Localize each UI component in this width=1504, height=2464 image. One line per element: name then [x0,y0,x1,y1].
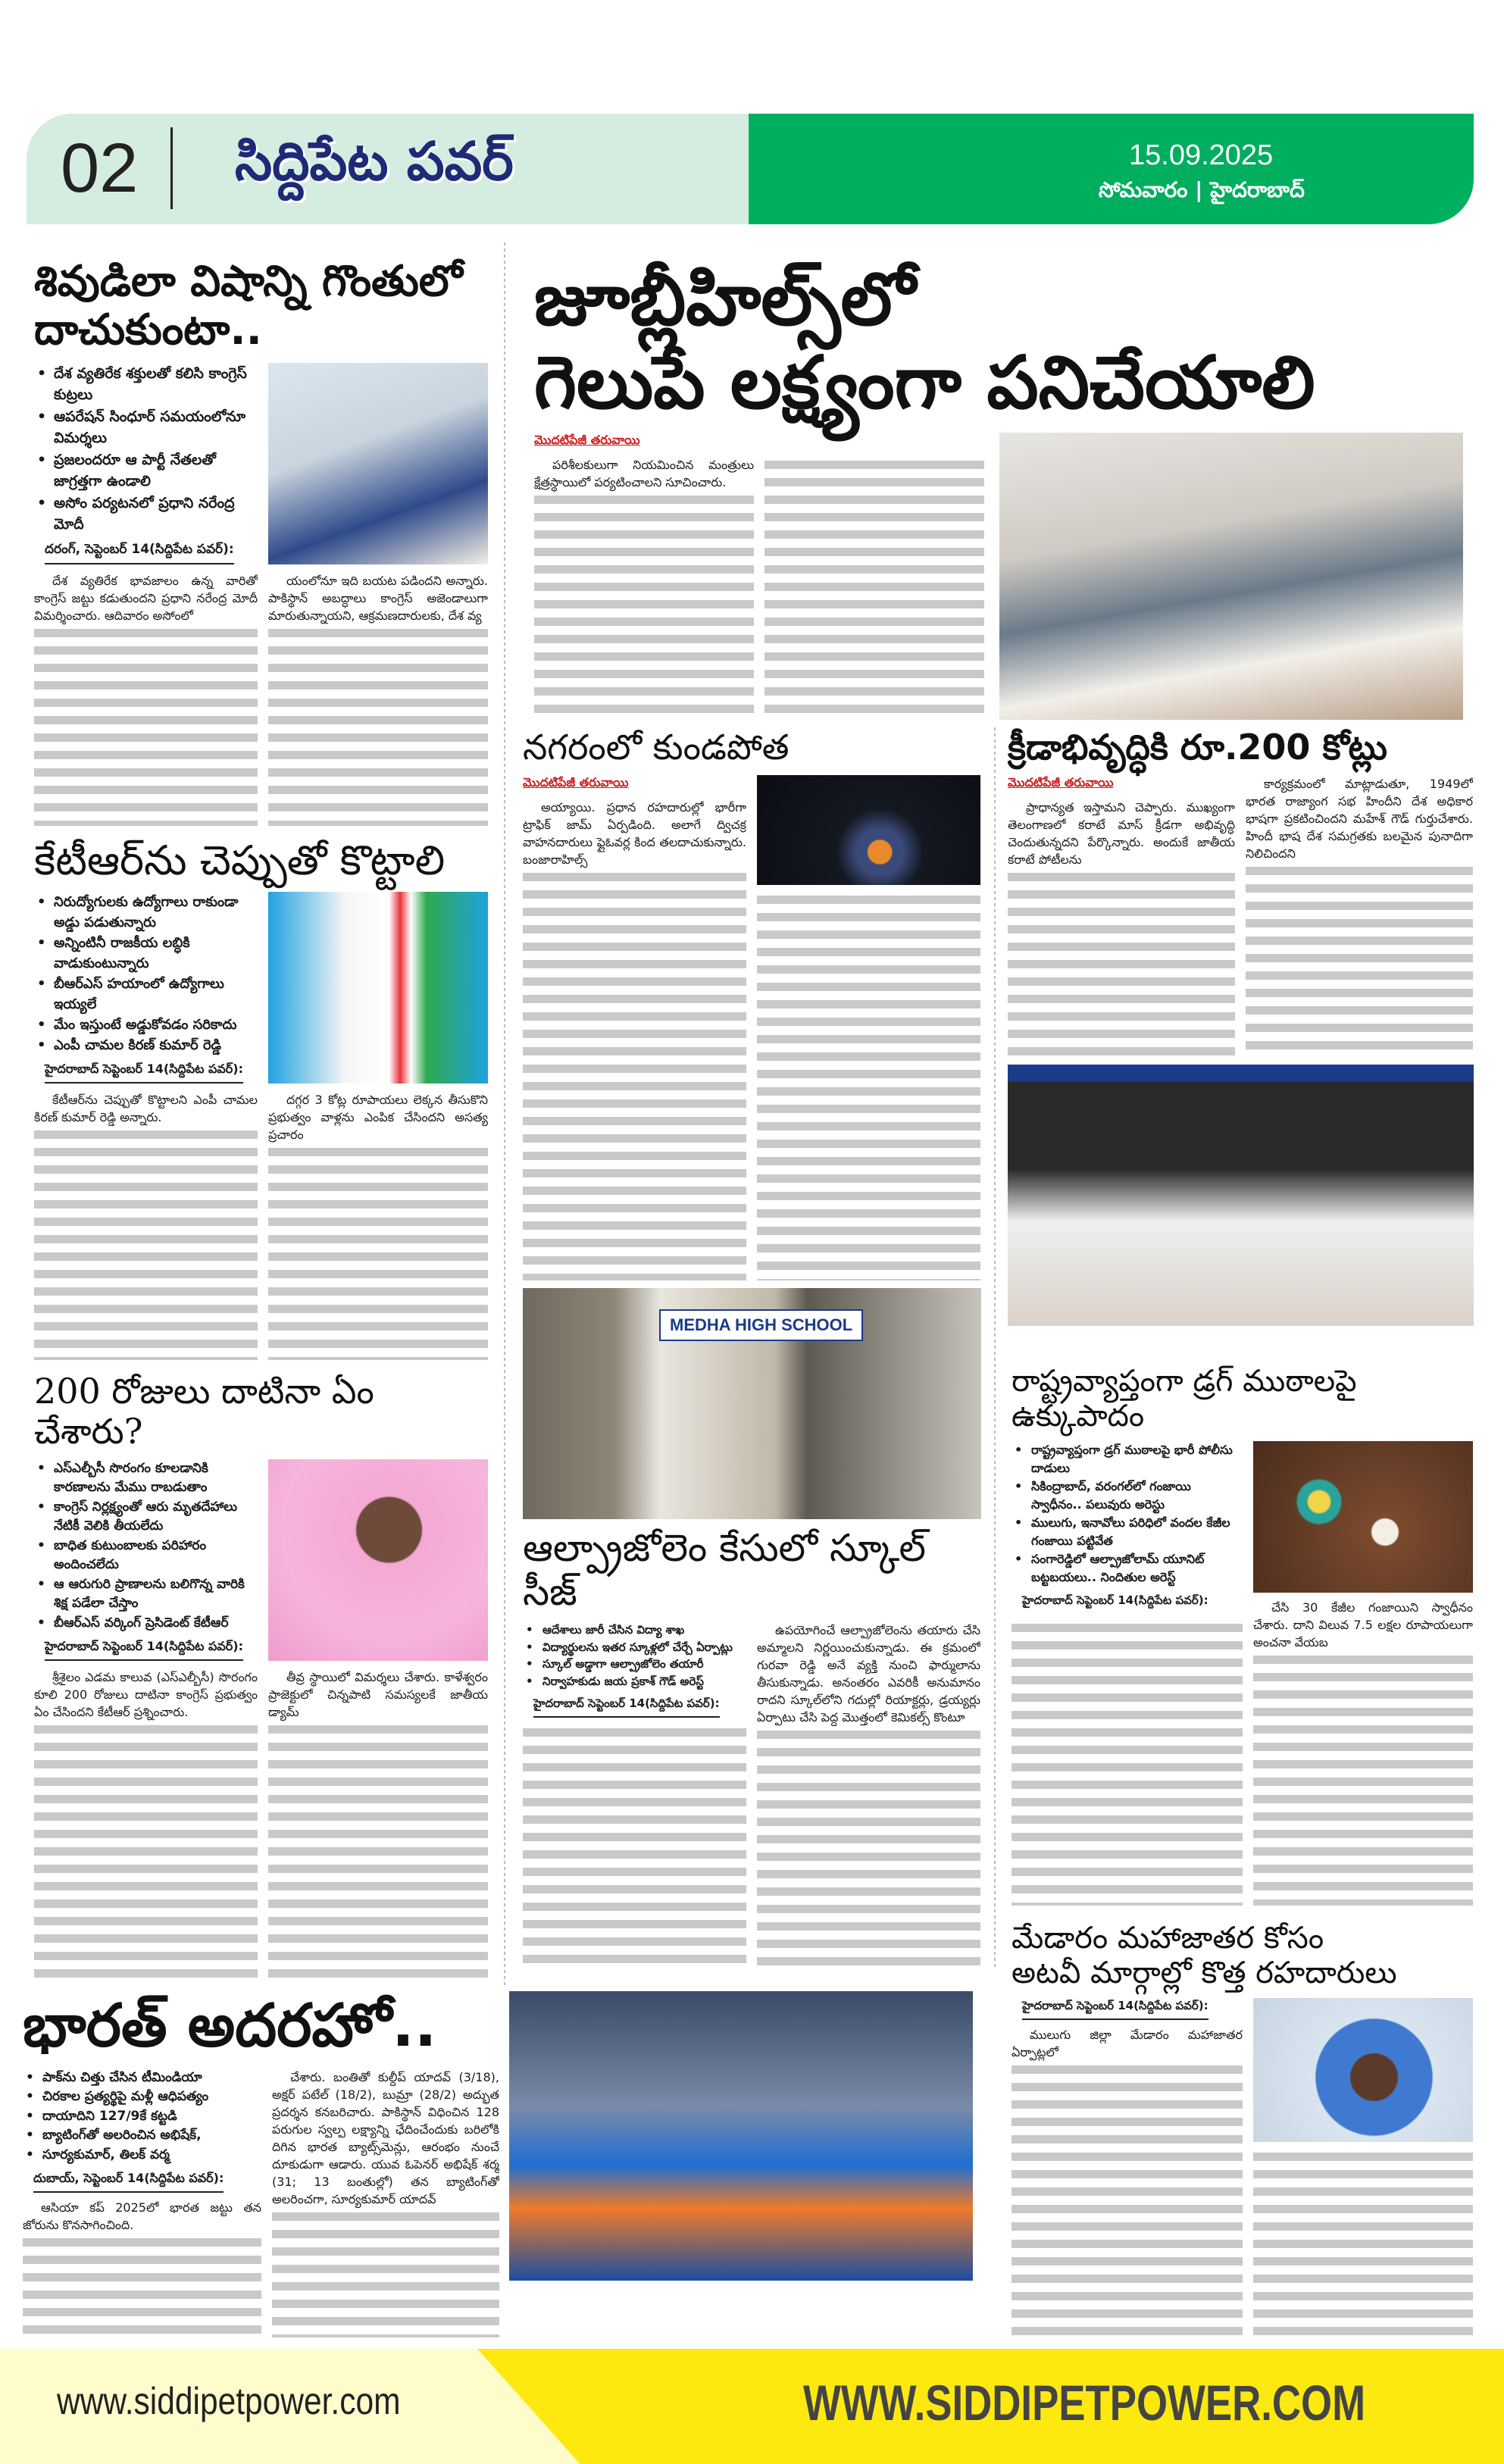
article-body: చేసి 30 కేజీల గంజాయిని స్వాధీనం చేశారు. దాని విలువ 7.5 లక్షల రూపాయలుగా అంచనా వేయబ [1253,1599,1473,1906]
bullet: • ఆపరేషన్ సింధూర్ సమయంలోనూ విమర్శలు [34,406,258,449]
article-body: తీవ్ర స్థాయిలో విమర్శలు చేశారు. కాళేశ్వరం ప్రాజెక్టులో చిన్నపాటి సమస్యలకే జాతీయ డ్యామ్ [268,1668,488,1978]
drugs-bullets [1012,1441,1243,1587]
bullet: • విద్యార్థులను ఇతర స్కూళ్లలో చేర్చే ఏర్పాట్లు [523,1639,746,1656]
bullet: • స్కూల్ అడ్డాగా ఆల్ప్రాజోలెం తయారీ [523,1656,746,1673]
headline-school: ఆల్ప్రాజోలెం కేసులో స్కూల్ సీజ్ [523,1526,926,1614]
kicker-continued: మొదటిపేజీ తరువాయి [534,432,640,447]
bullet: • అన్నింటినీ రాజకీయ లబ్ధికి వాడుకుంటున్నారు [34,933,258,974]
dateline: హైదరాబాద్ సెప్టెంబర్ 14(సిద్దిపేట పవర్): [45,1639,243,1661]
story-ktr [34,837,492,1360]
article-body: పరిశీలకులుగా నియమించిన మంత్రులు క్షేత్రస్థాయిలో పర్యటించాలని సూచించారు. [534,456,754,720]
masthead-logo: సిద్దిపేట పవర్ [235,130,514,192]
story-rain [523,727,981,1280]
bullet: • కాంగ్రెస్ నిర్లక్ష్యంతో ఆరు మృతదేహాలు నేటికీ వెలికి తీయలేదు [34,1498,258,1537]
cricket-bullets [23,2068,261,2165]
bullet: • ఆ ఆరుగురి ప్రాణాలను బలిగొన్న వారికి శిక్ష పడేలా చేస్తాం [34,1575,258,1614]
issue-day-city: సోమవారం | హైదరాబాద్ [1099,177,1305,202]
bullet: • బాధిత కుటుంబాలకు పరిహారం అందించలేదు [34,1537,258,1575]
header-divider [170,127,173,209]
article-body: చేశారు. బంతితో కుల్దీప్ యాదవ్ (3/18), అక్షర్ పటేల్ (18/2), బుమ్రా (28/2) అద్భుత ప్రదర్శన కనబరిచారు. పాకిస్థాన్ విధించిన 128 పరుగుల స్వల్ప లక్ష్యాన్ని ఛేదించేందుకు బరిలోకి దిగిన భారత బ్యాట్స్‌మెన్లు, ఆరంభం నుంచే దూకుడుగా ఆడారు. యువ ఓపెనర్ అభిషేక్ శర్మ (31; 13 బంతుల్లో) తన బ్యాటింగ్‌తో అలరించగా, సూర్యకుమార్ యాదవ్ [272,2068,499,2337]
bullet: • అసోం పర్యటనలో ప్రధాని నరేంద్ర మోదీ [34,492,258,536]
article-body [757,891,980,1280]
bullet: • ఆదేశాలు జారీ చేసిన విద్యా శాఖ [523,1621,746,1639]
kicker-continued: మొదటిపేజీ తరువాయి [523,774,629,790]
school-bullets [523,1621,746,1690]
article-body [1012,1619,1243,1906]
photo-minister-seethakka [1253,1998,1473,2142]
bullet: • ప్రజలందరూ ఆ పార్టీ నేతలతో జాగ్రత్తగా ఉండాలి [34,449,258,492]
bullet: • సంగారెడ్డిలో ఆల్ప్రాజోలామ్ యూనిట్ బట్టబయలు.. నిందితుల అరెస్ట్ [1012,1550,1243,1587]
bullet: • ములుగు, ఇనావోలు పరిధిలో వందల కేజీల గంజాయి పట్టివేత [1012,1514,1243,1550]
dateline: హైదరాబాద్ సెప్టెంబర్ 14(సిద్దిపేట పవర్): [1022,1593,1209,1607]
kicker-continued: మొదటిపేజీ తరువాయి [1008,774,1114,790]
bullet: • రాష్ట్రవ్యాప్తంగా డ్రగ్ ముఠాలపై భారీ పోలీసు దాడులు [1012,1441,1243,1477]
article-body: ఆసియా కప్ 2025లో భారత జట్టు తన జోరును కొనసాగించింది. [23,2199,261,2337]
dateline: దుబాయ్, సెప్టెంబర్ 14(సిద్దిపేట పవర్): [33,2171,224,2193]
footer-website-link[interactable]: www.siddipetpower.com [57,2380,401,2422]
article-body [523,1724,746,1970]
story-medaram [1012,1921,1474,2337]
headline-rain: నగరంలో కుండపోత [523,727,790,768]
column-divider [504,242,505,1985]
photo-modi [268,363,488,564]
headline-ktr: కేటీఆర్‌ను చెప్పుతో కొట్టాలి [34,837,446,884]
bullet: • సికింద్రాబాద్, వరంగల్‌లో గంజాయి స్వాధీనం.. పలువురు అరెస్టు [1012,1477,1243,1514]
story-modi [34,258,492,826]
photo-rain-inspection [757,775,980,885]
article-body: ఉపయోగించే ఆల్ప్రాజోలెంను తయారు చేసి అమ్మాలని నిర్ణయించుకున్నాడు. ఈ క్రమంలో గురవా రెడ్డి అనే వ్యక్తి నుంచి ఫార్ములాను తీసుకున్నాడు. అనంతరం ఎవరికీ అనుమానం రాదని స్కూల్‌లోని గదుల్లో రియాక్టర్లు, డ్రయ్యర్లు ఏర్పాటు చేసి పెద్ద మొత్తంలో కెమికల్స్ కొంటూ [757,1621,980,1970]
bullet: • మేం ఇస్తుంటే అడ్డుకోవడం సరికాదు [34,1015,258,1035]
headline-drugs: రాష్ట్రవ్యాప్తంగా డ్రగ్ ముఠాలపై ఉక్కుపాదం [1012,1364,1357,1434]
story-sports [1008,727,1474,1326]
photo-karate-event [1008,1065,1474,1326]
article-body: కార్యక్రమంలో మాట్లాడుతూ, 1949లో భారత రాజ్యాంగ సభ హిందీని దేశ అధికార భాషగా ప్రకటించిందని మహేశ్ గౌడ్ గుర్తుచేశారు. హిందీ భాష దేశ సమగ్రతకు బలమైన పునాదిగా నిలిచిందని [1246,775,1473,1057]
photo-ktr [268,1459,488,1662]
headline-cricket: భారత్ అదరహో.. [23,1993,437,2060]
photo-mp-kiran [268,892,488,1083]
article-body: దగ్గర 3 కోట్ల రూపాయలు లెక్కన తీసుకొని ప్రభుత్వం వాళ్లను ఎంపిక చేసిందని అసత్య ప్రచారం [268,1091,488,1360]
dateline: హైదరాబాద్ సెప్టెంబర్ 14(సిద్దిపేట పవర్): [45,1062,243,1083]
school-signboard: MEDHA HIGH SCHOOL [659,1309,863,1341]
photo-cricket-players [509,1991,973,2281]
bullet: • పాక్‌ను చిత్తు చేసిన టీమిండియా [23,2068,261,2088]
footer-website-banner[interactable]: WWW.SIDDIPETPOWER.COM [803,2375,1366,2431]
story-drugs [1012,1364,1474,1906]
dateline: దరంగ్, సెప్టెంబర్ 14(సిద్దిపేట పవర్): [45,542,234,564]
article-body: ప్రాధాన్యత ఇస్తామని చెప్పారు. ముఖ్యంగా తెలంగాణలో కరాటే మాస్ క్రీడగా అభివృద్ధి చెందుతున్నదని పేర్కొన్నారు. అందుకే జాతీయ కరాటే పోటీలను [1008,799,1235,1057]
200-days-bullets [34,1459,258,1634]
bullet: • బ్యాటింగ్‌తో అలరించిన అభిషేక్, [23,2126,261,2146]
bullet: • ఎస్ఎల్బీసీ సొరంగం కూలడానికి కారణాలను మేము రాబడుతాం [34,1459,258,1498]
story-200-days [34,1371,492,1978]
header-date-band [749,114,1474,224]
ktr-bullets [34,892,258,1055]
article-body [1253,2148,1473,2337]
dateline: హైదరాబాద్ సెప్టెంబర్ 14(సిద్దిపేట పవర్): [533,1696,720,1718]
article-body: శ్రీశైలం ఎడమ కాలువ (ఎస్ఎల్బీసీ) సొరంగం కూలి 200 రోజులు దాటినా కాంగ్రెస్ ప్రభుత్వం ఏం చేసిందని కేటీఆర్ ప్రశ్నించారు. [34,1668,258,1978]
photo-meeting [999,433,1463,720]
headline-medaram: మేడారం మహాజాతర కోసం అటవీ మార్గాల్లో కొత్త రహదారులు [1012,1921,1397,1990]
story-jubilee-lead [534,258,1474,720]
bullet: • దాయాదిని 127/9కే కట్టడి [23,2107,261,2127]
article-body [765,456,984,720]
issue-date: 15.09.2025 [1129,139,1274,171]
bullet: • సూర్యకుమార్, తిలక్ వర్మ [23,2146,261,2165]
article-body: అయ్యాయి. ప్రధాన రహదారుల్లో భారీగా ట్రాఫిక్ జామ్ ఏర్పడింది. అలాగే ద్విచక్ర వాహనదారులు ఫ్లైఓవర్ల కింద తలదాచుకున్నారు. బంజారాహిల్స్ [523,799,746,1280]
dateline: హైదరాబాద్ సెప్టెంబర్ 14(సిద్దిపేట పవర్): [1022,1999,1209,2020]
story-cricket [23,1993,502,2337]
story-school [523,1288,981,1970]
bullet: • నిర్వాహకుడు జయ ప్రకాశ్ గౌడ్ అరెస్ట్ [523,1673,746,1690]
article-body: ములుగు జిల్లా మేడారం మహాజాతర ఏర్పాట్లలో [1012,2026,1243,2337]
headline-modi: శివుడిలా విషాన్ని గొంతులో దాచుకుంటా.. [34,258,463,355]
headline-sports: క్రీడాభివృద్ధికి రూ.200 కోట్లు [1008,727,1387,768]
bullet: • బీఆర్ఎస్ హయాంలో ఉద్యోగాలు ఇయ్యలే [34,974,258,1015]
headline-200-days: 200 రోజులు దాటినా ఏం చేశారు? [34,1371,374,1452]
photo-medha-school [523,1288,981,1519]
photo-drugs [1253,1441,1473,1593]
article-body: యంలోనూ ఇది బయట పడిందని అన్నారు. పాకిస్థాన్ అబద్ధాలు కాంగ్రెస్ అజెండాలుగా మారుతున్నాయని, ఆక్రమణదారులకు, దేశ వ్య [268,572,488,826]
bullet: • బీఆర్ఎస్ వర్కింగ్ ప్రెసిడెంట్ కేటీఆర్ [34,1614,258,1634]
article-body: కేటీఆర్‌ను చెప్పుతో కొట్టాలని ఎంపీ చామల కిరణ్ కుమార్ రెడ్డి అన్నారు. [34,1091,258,1360]
page-number: 02 [61,130,139,207]
bullet: • చిరకాల ప్రత్యర్థిపై మళ్లీ ఆధిపత్యం [23,2087,261,2107]
lead-headline: జూబ్లీహిల్స్‌లో గెలుపే లక్ష్యంగా పనిచేయాలి [534,258,1315,426]
bullet: • దేశ వ్యతిరేక శక్తులతో కలిసి కాంగ్రెస్ కుట్రలు [34,363,258,406]
modi-bullets [34,363,258,536]
article-body: దేశ వ్యతిరేక భావజాలం ఉన్న వారితో కాంగ్రెస్ జట్టు కడుతుందని ప్రధాని నరేంద్ర మోదీ విమర్శించారు. ఆదివారం అసోంలో [34,572,258,826]
column-divider [994,727,996,1970]
bullet: • నిరుద్యోగులకు ఉద్యోగాలు రాకుండా అడ్డు పడుతున్నారు [34,892,258,933]
bullet: • ఎంపీ చామల కిరణ్ కుమార్ రెడ్డి [34,1035,258,1055]
